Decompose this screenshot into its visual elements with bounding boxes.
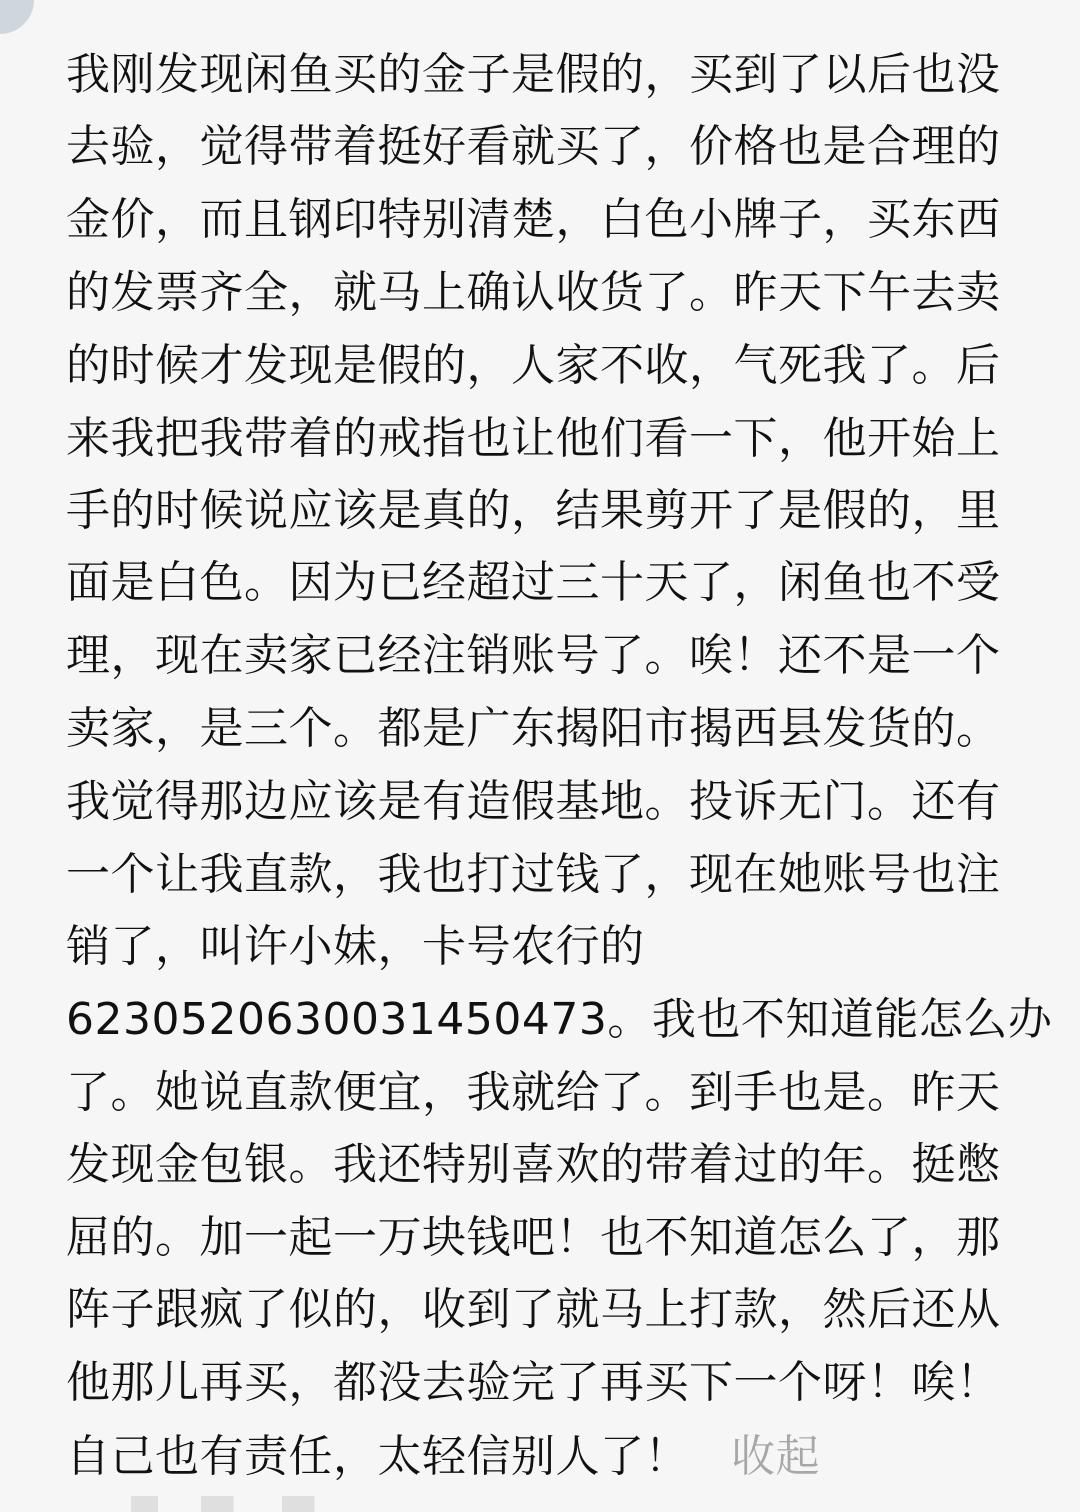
clipped-next-line bbox=[66, 1494, 766, 1512]
post-text-line: 发现金包银。我还特别喜欢的带着过的年。挺憋 bbox=[66, 1139, 1001, 1190]
post-text-line: 阵子跟疯了似的，收到了就马上打款，然后还从 bbox=[66, 1284, 1001, 1335]
post-text-line: 我觉得那边应该是有造假基地。投诉无门。还有 bbox=[66, 776, 1001, 827]
post-text-line: 去验，觉得带着挺好看就买了，价格也是合理的 bbox=[66, 121, 1001, 172]
post-text-line: 屈的。加一起一万块钱吧！也不知道怎么了，那 bbox=[66, 1212, 1001, 1263]
post-text-line: 我刚发现闲鱼买的金子是假的，买到了以后也没 bbox=[66, 49, 1001, 100]
post-text-line: 6230520630031450473。我也不知道能怎么办 bbox=[66, 994, 1053, 1045]
post-text-line: 来我把我带着的戒指也让他们看一下，他开始上 bbox=[66, 413, 1001, 464]
post-text-line: 理，现在卖家已经注销账号了。唉！还不是一个 bbox=[66, 630, 1001, 681]
post-text-line: 他那儿再买，都没去验完了再买下一个呀！唉！ bbox=[66, 1357, 1001, 1408]
post-text-line: 的时候才发现是假的，人家不收，气死我了。后 bbox=[66, 340, 1001, 391]
post-text-line: 了。她说直款便宜，我就给了。到手也是。昨天 bbox=[66, 1067, 1001, 1118]
post-text-line: 自己也有责任，太轻信别人了！ bbox=[66, 1431, 689, 1482]
post-text-line: 一个让我直款，我也打过钱了，现在她账号也注 bbox=[66, 849, 1001, 900]
post-text-line: 卖家，是三个。都是广东揭阳市揭西县发货的。 bbox=[66, 703, 1001, 754]
post-text-line: 金价，而且钢印特别清楚，白色小牌子，买东西 bbox=[66, 194, 1001, 245]
post-text-line: 销了，叫许小妹，卡号农行的 bbox=[66, 921, 645, 972]
post-text-line: 面是白色。因为已经超过三十天了，闲鱼也不受 bbox=[66, 557, 1001, 608]
post-text-line: 手的时候说应该是真的，结果剪开了是假的，里 bbox=[66, 485, 1001, 536]
collapse-button[interactable]: 收起 bbox=[731, 1431, 820, 1482]
post-last-line bbox=[66, 1420, 1026, 1494]
post-text-line: 的发票齐全，就马上确认收货了。昨天下午去卖 bbox=[66, 267, 1001, 318]
